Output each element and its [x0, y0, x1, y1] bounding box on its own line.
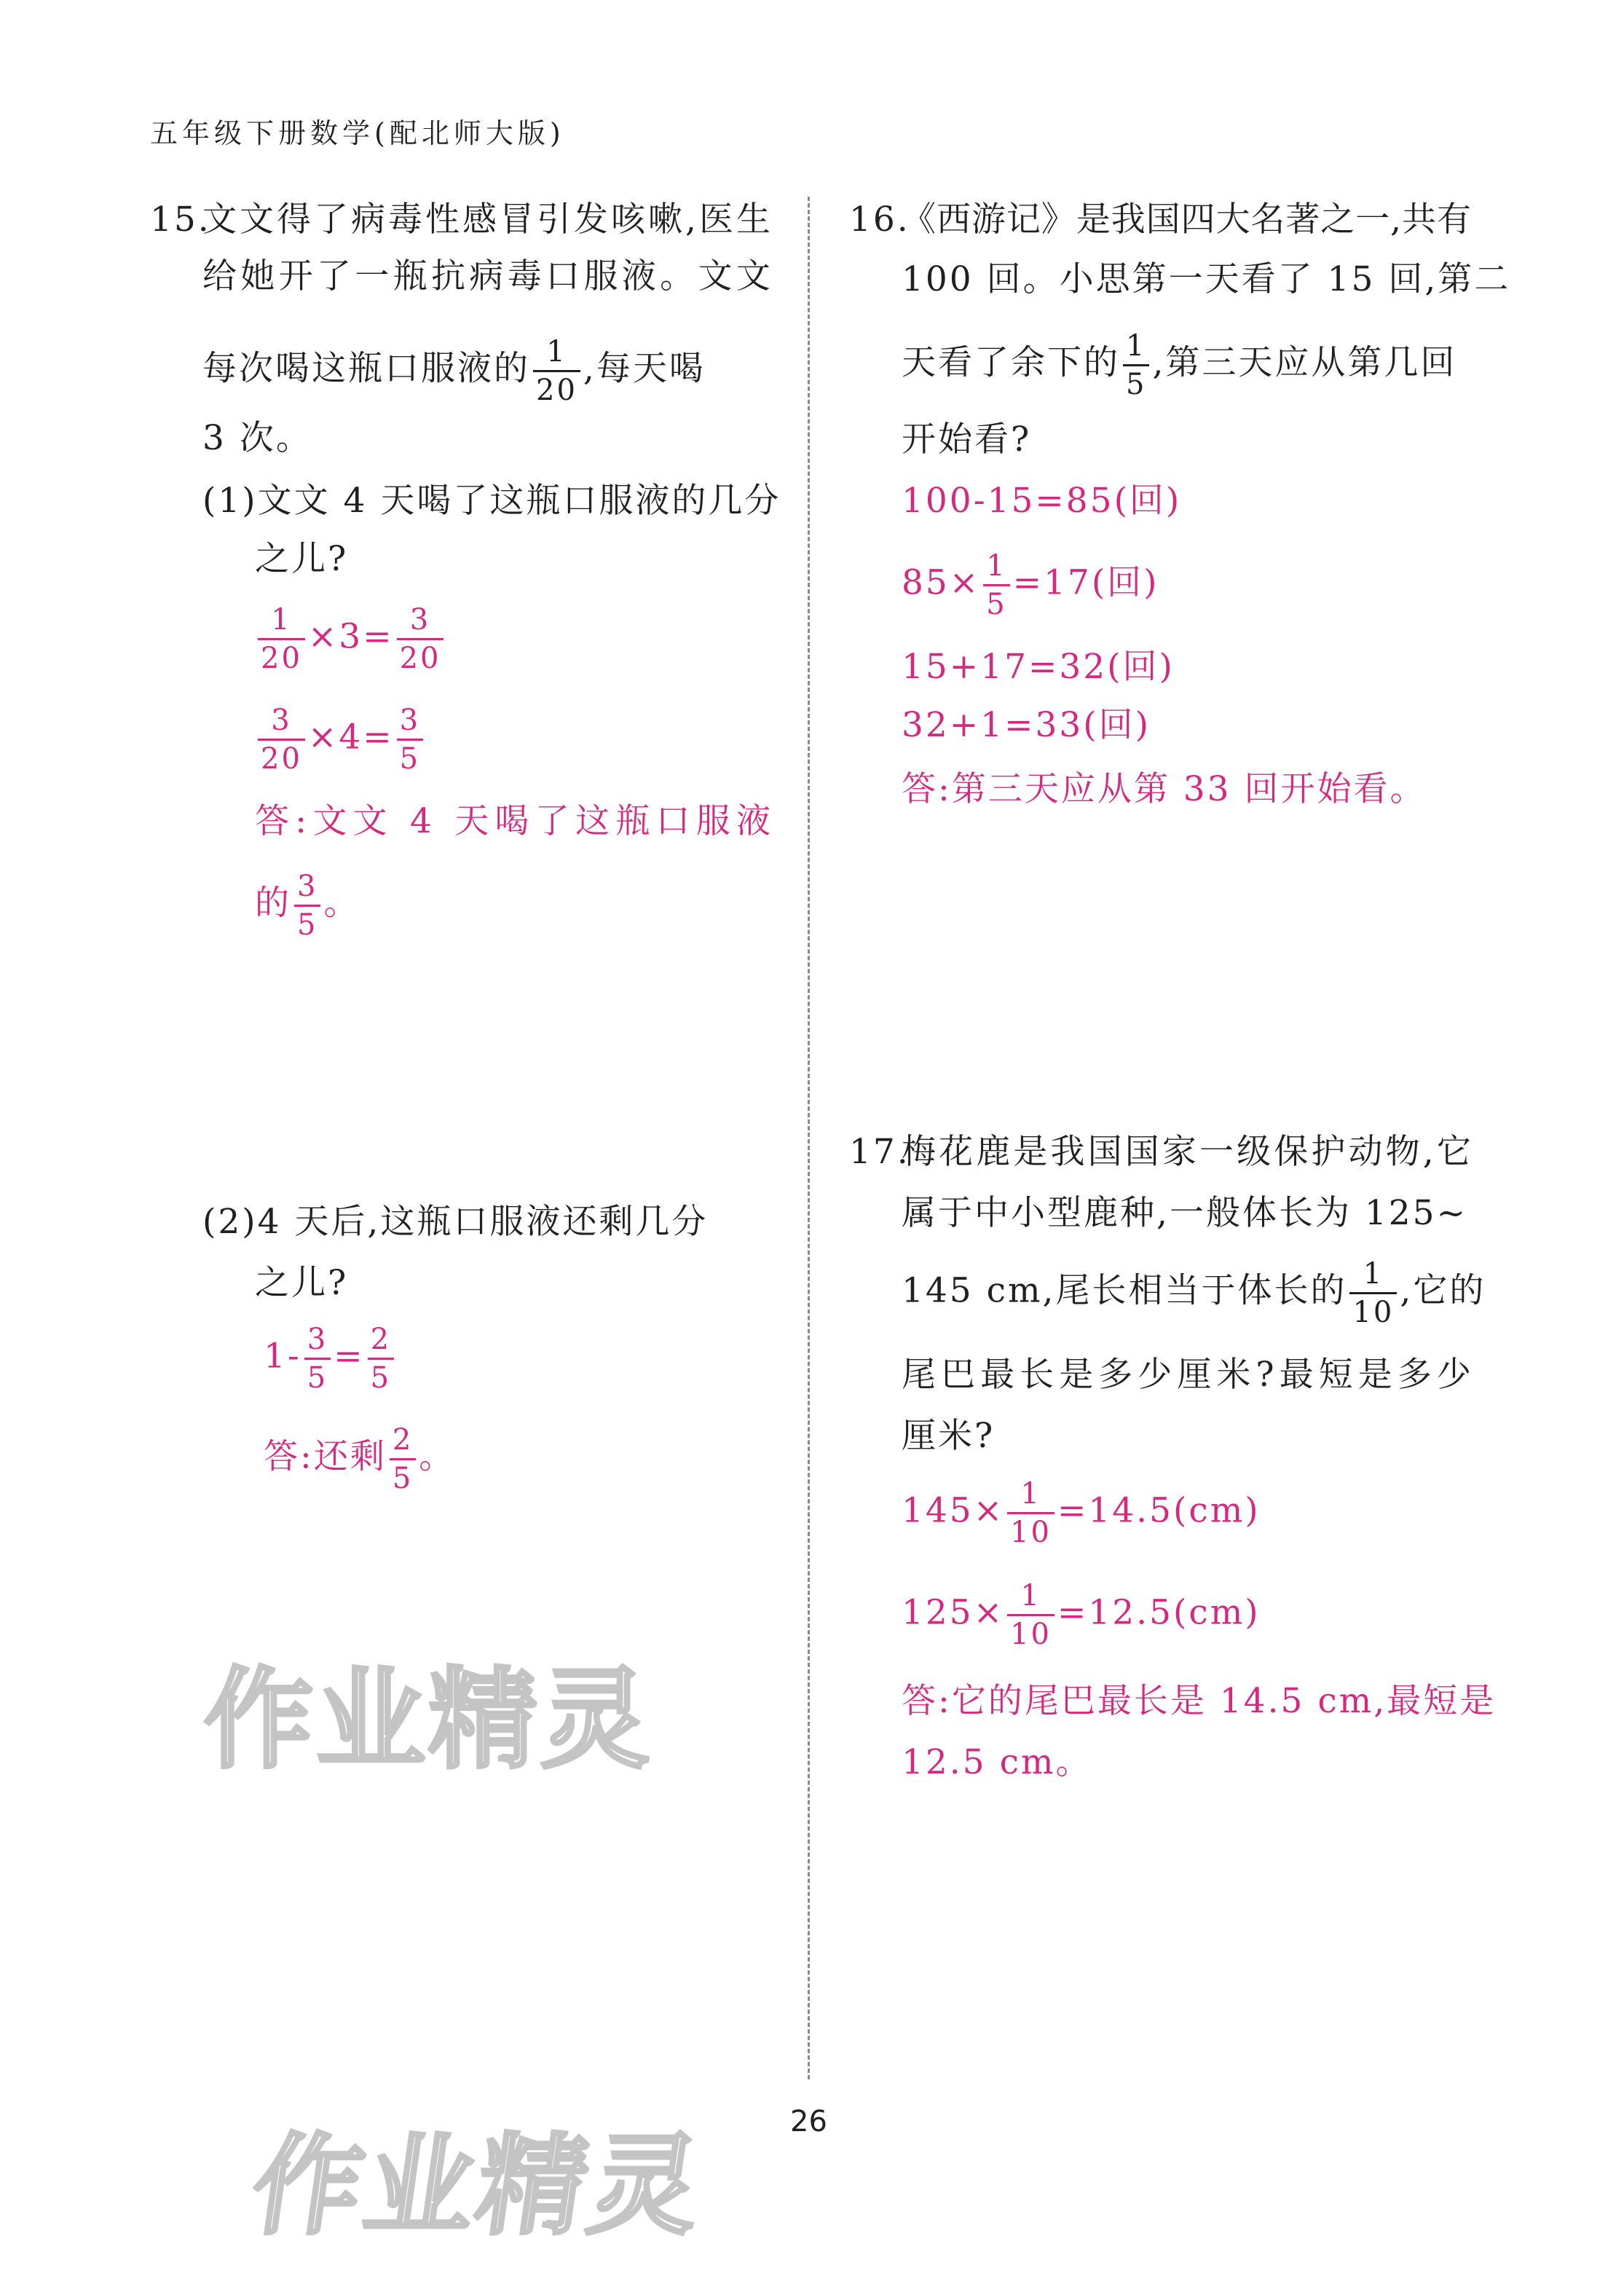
- fraction-denominator: 20: [533, 370, 580, 406]
- q15-part1-question-line2: 之儿?: [255, 539, 349, 579]
- fraction-denominator: 10: [1007, 1512, 1055, 1548]
- q15-answer1-eq1: [255, 605, 446, 674]
- watermark: 作业精灵: [204, 1657, 653, 1784]
- q15-answer1-statement: 答 : 文 文 4 天 喝 了 这 瓶 口 服 液: [255, 801, 770, 841]
- fraction-denominator: 10: [1349, 1292, 1397, 1328]
- q15-fraction: [533, 336, 580, 406]
- fraction-numerator: 3: [271, 704, 292, 737]
- fraction-numerator: 1: [1126, 329, 1147, 363]
- answer-suffix: 。: [323, 883, 360, 924]
- column-divider: [808, 197, 810, 2079]
- fraction-numerator: 1: [271, 603, 292, 637]
- fraction-denominator: 10: [1007, 1614, 1055, 1650]
- q16-text-line2: 100 回。小思第一天看了 15 回,第二: [902, 259, 1511, 299]
- q15-part2-question-line2: 之儿?: [255, 1263, 349, 1303]
- fraction-numerator: 1: [546, 335, 567, 369]
- q16-answer-statement: 答:第三天应从第 33 回开始看。: [902, 769, 1427, 809]
- fraction-denominator: 5: [983, 584, 1009, 620]
- fraction-denominator: 5: [390, 1458, 416, 1494]
- q17-answer-eq1: [902, 1479, 1261, 1548]
- q16-answer-eq1: 100-15=85(回): [902, 481, 1182, 521]
- q17-text-line3: [902, 1259, 1486, 1328]
- q16-text-line3: [902, 331, 1457, 400]
- answer-prefix: 答:还剩: [264, 1436, 387, 1477]
- page-number: 26: [790, 2105, 827, 2138]
- fraction-numerator: 1: [1020, 1579, 1041, 1613]
- fraction-denominator: 5: [397, 739, 423, 774]
- q15-text-line1: 文 文 得 了 病 毒 性 感 冒 引 发 咳 嗽 , 医 生: [202, 200, 770, 240]
- fraction-numerator: 1: [1020, 1477, 1041, 1511]
- fraction-numerator: 3: [307, 1323, 328, 1356]
- q15-part1-question: (1)文文 4 天喝了这瓶口服液的几分: [202, 481, 781, 521]
- operator: =14.5(cm): [1057, 1490, 1261, 1531]
- fraction-numerator: 3: [297, 870, 318, 903]
- watermark-footer: 作业精灵: [244, 2123, 712, 2250]
- fraction-denominator: 5: [1123, 364, 1149, 400]
- q17-text-line1: 梅 花 鹿 是 我 国 国 家 一 级 保 护 动 物 , 它: [902, 1132, 1471, 1172]
- q15-answer2-statement: [264, 1425, 455, 1494]
- q15-text-line2: 给 她 开 了 一 瓶 抗 病 毒 口 服 液 。 文 文: [202, 256, 770, 296]
- operator: ×3=: [307, 616, 394, 657]
- fraction-numerator: 1: [986, 549, 1007, 583]
- answer-prefix: 的: [255, 883, 291, 924]
- operator: 125×: [902, 1592, 1005, 1633]
- q15-text-line3: [202, 336, 706, 406]
- fraction-denominator: 20: [258, 638, 305, 674]
- q17-text-line5: 厘米?: [902, 1416, 996, 1456]
- q17-text-line2: 属于中小型鹿种,一般体长为 125~: [902, 1193, 1467, 1233]
- fraction-denominator: 20: [258, 739, 305, 774]
- q15-answer1-eq2: [255, 705, 426, 774]
- q15-line3-text: 每次喝这瓶口服液的: [202, 348, 530, 389]
- operator: ×4=: [307, 717, 394, 757]
- q15-text-line4: 3 次。: [202, 418, 312, 458]
- fraction-denominator: 5: [294, 905, 320, 940]
- q17-answer-statement-line2: 12.5 cm。: [902, 1742, 1092, 1782]
- q15-line3-suffix: ,每天喝: [583, 348, 706, 389]
- fraction-numerator: 2: [370, 1323, 392, 1356]
- fraction-denominator: 20: [397, 638, 444, 674]
- q16-line3-suffix: ,第三天应从第几回: [1152, 342, 1457, 383]
- answer-suffix: 。: [419, 1436, 456, 1477]
- q16-number: 16.: [849, 200, 910, 240]
- fraction-numerator: 3: [409, 603, 431, 637]
- q17-line3-suffix: ,它的: [1400, 1270, 1486, 1311]
- q17-line3-text: 145 cm,尾长相当于体长的: [902, 1270, 1347, 1311]
- q17-answer-statement: 答:它的尾巴最长是 14.5 cm,最短是: [902, 1681, 1497, 1721]
- fraction-numerator: 2: [392, 1423, 414, 1457]
- fraction-numerator: 3: [399, 704, 421, 737]
- q17-answer-eq2: [902, 1580, 1261, 1650]
- q16-answer-eq4: 32+1=33(回): [902, 705, 1151, 745]
- q16-text-line1: 《 西 游 记 》 是 我 国 四 大 名 著 之 一 , 共 有: [902, 200, 1471, 240]
- fraction-denominator: 5: [304, 1358, 331, 1393]
- q16-fraction: [1123, 331, 1149, 400]
- operator: 145×: [902, 1490, 1005, 1531]
- operator: 85×: [902, 562, 981, 603]
- operator: =17(回): [1012, 562, 1159, 603]
- q16-answer-eq3: 15+17=32(回): [902, 647, 1175, 687]
- q15-answer2-eq: [264, 1324, 397, 1393]
- q16-line3-text: 天看了余下的: [902, 342, 1120, 383]
- page-header: 五年级下册数学(配北师大版): [150, 117, 565, 149]
- fraction-denominator: 5: [368, 1358, 394, 1393]
- operator: =12.5(cm): [1057, 1592, 1261, 1633]
- q17-text-line4: 尾 巴 最 长 是 多 少 厘 米 ? 最 短 是 多 少: [902, 1355, 1471, 1395]
- fraction-numerator: 1: [1363, 1257, 1384, 1291]
- q15-answer1-statement-line2: [255, 871, 360, 940]
- q15-part2-question: (2)4 天后,这瓶口服液还剩几分: [202, 1202, 709, 1242]
- q16-answer-eq2: [902, 551, 1159, 620]
- q15-number: 15.: [150, 200, 211, 240]
- q17-number: 17.: [849, 1132, 910, 1172]
- q16-text-line4: 开始看?: [902, 420, 1032, 460]
- operator: =: [334, 1336, 365, 1377]
- operator: 1-: [264, 1336, 301, 1377]
- q17-fraction: [1349, 1259, 1397, 1328]
